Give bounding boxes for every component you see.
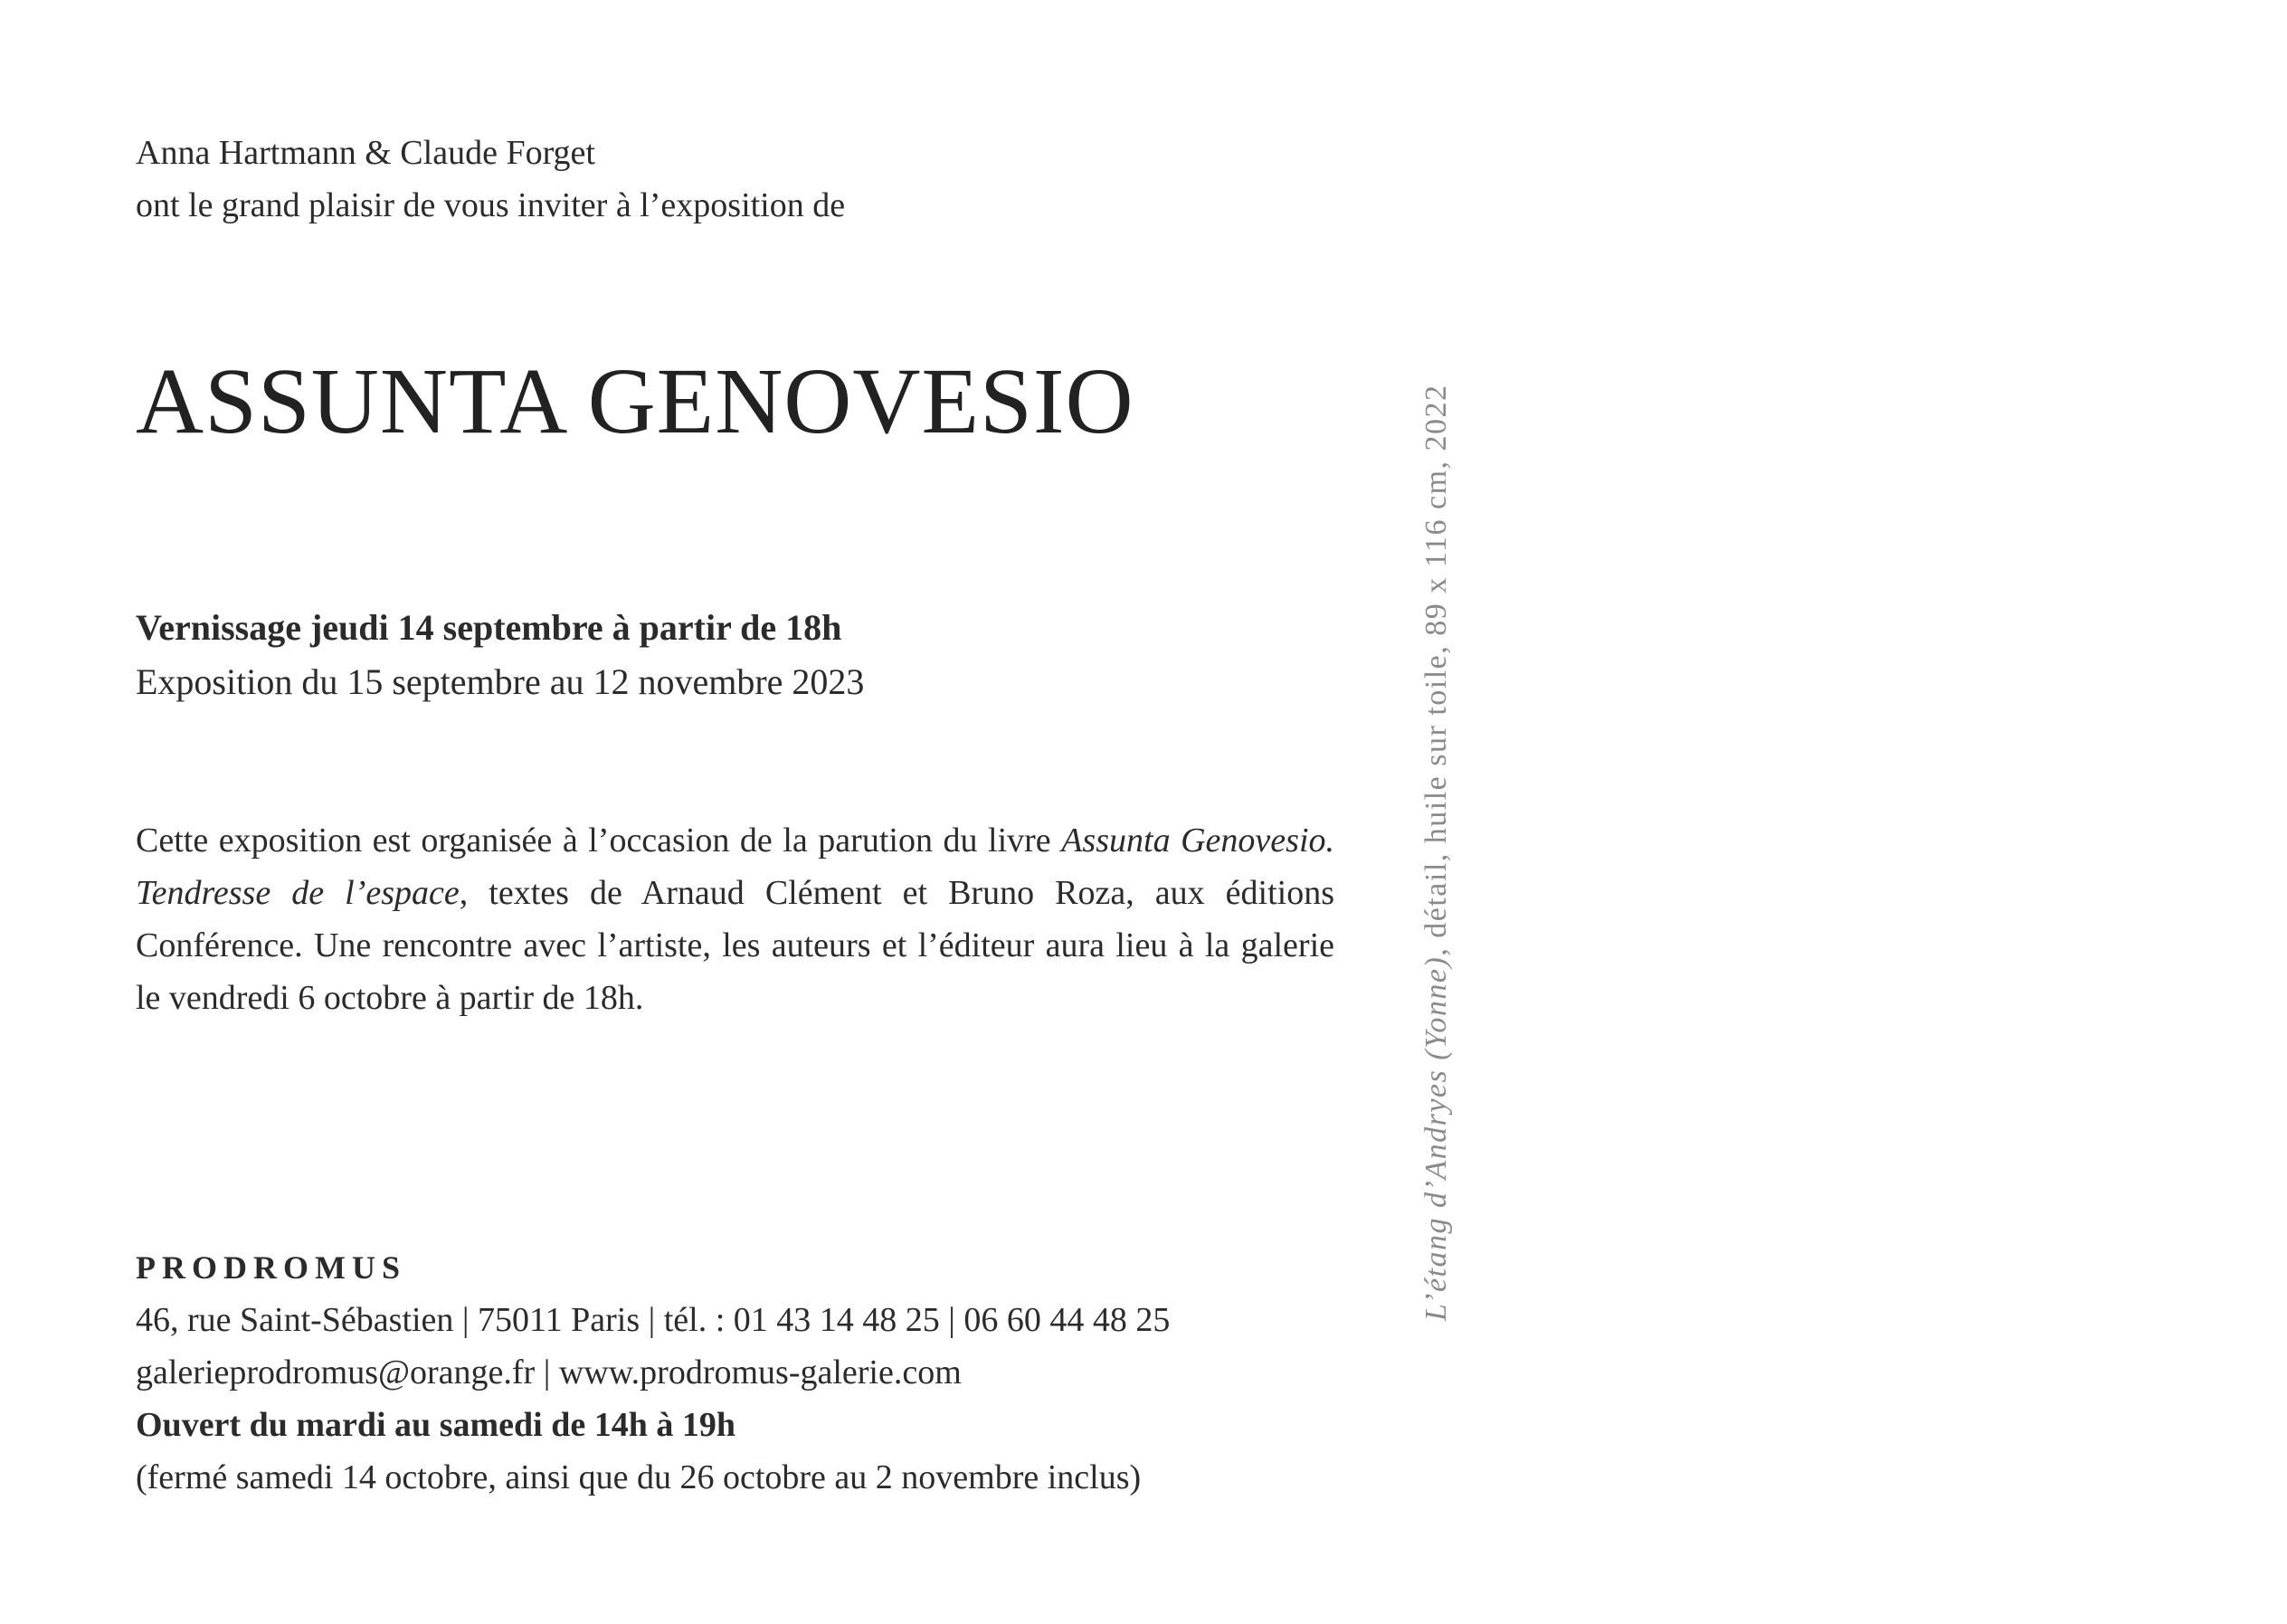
artwork-title: L’étang d’Andryes (Yonne) <box>1419 955 1453 1321</box>
gallery-closures: (fermé samedi 14 octobre, ainsi que du 26 octobre au 2 novembre inclus) <box>136 1458 1142 1496</box>
gallery-contact: galerieprodromus@orange.fr | www.prodromus-galerie.com <box>136 1353 962 1391</box>
vernissage-date: Vernissage jeudi 14 septembre à partir de 18h <box>136 607 842 648</box>
description-text-2: , textes de Arnaud Clément et Bruno Roza, aux éditions Conférence. Une rencontre avec l’artiste, les auteurs et l’éditeur aura lieu à la galerie le vendredi 6 octobre à partir de 18h. <box>136 874 1334 1017</box>
book-title-part-2: Tendresse de l’espace <box>136 874 460 912</box>
hosts-intro <box>136 127 845 232</box>
event-dates <box>136 601 864 709</box>
gallery-address: 46, rue Saint-Sébastien | 75011 Paris | tél. : 01 43 14 48 25 | 06 60 44 48 25 <box>136 1301 1171 1339</box>
gallery-hours: Ouvert du mardi au samedi de 14h à 19h <box>136 1406 735 1444</box>
artist-name: ASSUNTA GENOVESIO <box>136 349 1134 453</box>
hosts-names: Anna Hartmann & Claude Forget <box>136 134 595 172</box>
gallery-info <box>136 1241 1170 1504</box>
description-text-1: Cette exposition est organisée à l’occasion de la parution du livre <box>136 821 1062 859</box>
book-title-part-1: Assunta Genovesio. <box>1061 821 1334 859</box>
invitation-phrase: ont le grand plaisir de vous inviter à l’exposition de <box>136 186 846 224</box>
exhibition-dates: Exposition du 15 septembre au 12 novembre 2023 <box>136 661 865 702</box>
gallery-name: PRODROMUS <box>136 1249 406 1286</box>
artwork-caption <box>1419 384 1455 1321</box>
exhibition-description <box>136 814 1334 1024</box>
artwork-details: , détail, huile sur toile, 89 x 116 cm, 2022 <box>1419 384 1453 956</box>
